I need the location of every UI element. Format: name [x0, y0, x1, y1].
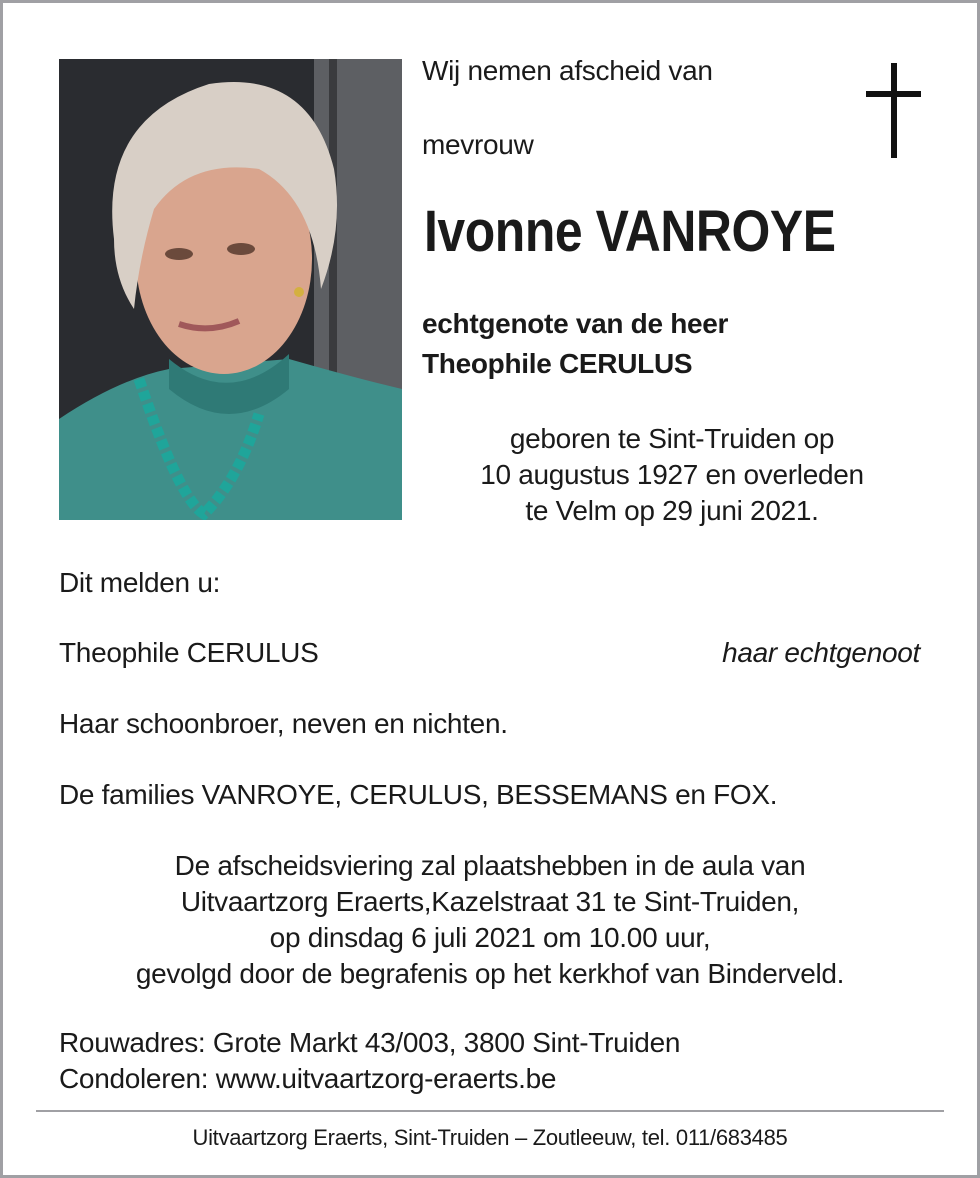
deceased-name: Ivonne VANROYE: [424, 199, 836, 264]
address-line: Rouwadres: Grote Markt 43/003, 3800 Sint-Truiden: [59, 1027, 681, 1058]
ceremony-line: gevolgd door de begrafenis op het kerkhof van Binderveld.: [135, 958, 845, 989]
ceremony-line: Uitvaartzorg Eraerts,Kazelstraat 31 te Sint-Truiden,: [180, 886, 800, 917]
cross-icon-bar: [866, 91, 921, 97]
ceremony-line: op dinsdag 6 juli 2021 om 10.00 uur,: [269, 922, 711, 953]
birth-death-line: 10 augustus 1927 en overleden: [480, 459, 864, 490]
relative-name: Theophile CERULUS: [59, 637, 319, 668]
cross-icon: [891, 63, 897, 158]
intro-text: Wij nemen afscheid van: [422, 55, 713, 86]
salutation: mevrouw: [422, 129, 534, 160]
footer-divider: [36, 1110, 944, 1112]
portrait-photo: [59, 59, 402, 520]
spouse-line-1: echtgenote van de heer: [422, 308, 729, 339]
footer-text: Uitvaartzorg Eraerts, Sint-Truiden – Zoutleeuw, tel. 011/683485: [192, 1125, 788, 1150]
family-line: De families VANROYE, CERULUS, BESSEMANS en FOX.: [59, 779, 778, 810]
birth-death-line: te Velm op 29 juni 2021.: [525, 495, 819, 526]
condolences-line: Condoleren: www.uitvaartzorg-eraerts.be: [59, 1063, 557, 1094]
relative-role: haar echtgenoot: [722, 637, 920, 668]
announce-text: Dit melden u:: [59, 567, 221, 598]
family-line: Haar schoonbroer, neven en nichten.: [59, 708, 508, 739]
ceremony-line: De afscheidsviering zal plaatshebben in de aula van: [174, 850, 806, 881]
birth-death-line: geboren te Sint-Truiden op: [509, 423, 835, 454]
spouse-line-2: Theophile CERULUS: [422, 348, 693, 379]
